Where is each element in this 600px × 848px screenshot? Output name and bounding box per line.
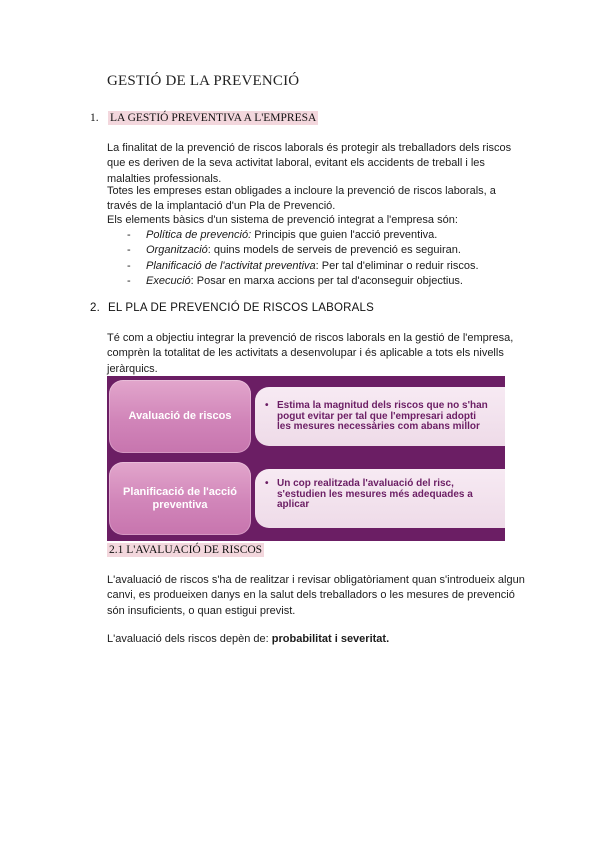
page-title: GESTIÓ DE LA PREVENCIÓ <box>107 73 300 89</box>
diagram-description-box <box>255 387 505 446</box>
list-item-text: Principis que guien l'acció preventiva. <box>251 229 438 241</box>
list-item <box>127 259 479 274</box>
dash-bullet-icon: - <box>127 259 131 272</box>
list-item <box>127 243 479 258</box>
section-2-number: 2. <box>90 302 100 314</box>
section-2-1-heading: 2.1 L'AVALUACIÓ DE RISCOS <box>109 544 263 556</box>
diagram-description <box>265 478 492 511</box>
diagram-row <box>107 462 505 535</box>
list-item-text: : quins models de serveis de prevenció es seguiran. <box>207 244 461 257</box>
list-item-term: Planificació de l'activitat preventiva <box>146 259 316 272</box>
list-item <box>127 274 479 289</box>
list-item-text: : Posar en marxa accions per tal d'aconseguir objectius. <box>190 275 463 288</box>
paragraph-prefix: L'avaluació dels riscos depèn de: <box>107 633 272 645</box>
diagram-bullet-icon: • <box>265 478 269 489</box>
section-2-heading <box>90 302 374 314</box>
diagram-description-text: Estima la magnitud dels riscos que no s'han pogut evitar per tal que l'empresari adopti les mesures necessàries com abans millor <box>277 400 488 432</box>
section-2-1-paragraph-2 <box>107 632 527 647</box>
elements-list <box>127 228 479 290</box>
dash-bullet-icon: - <box>127 275 131 288</box>
prevention-plan-diagram <box>107 376 505 541</box>
section-1-heading <box>90 112 318 124</box>
list-item <box>127 228 479 243</box>
paragraph-bold-text: probabilitat i severitat. <box>271 633 390 645</box>
dash-bullet-icon: - <box>127 244 131 257</box>
dash-bullet-icon: - <box>127 229 131 241</box>
section-2-1-paragraph-1: L'avaluació de riscos s'ha de realitzar i revisar obligatòriament quan s'introdueix algun canvi, es produeixen danys en la salut dels treballadors o les mesures de prevenció són insuficients, o quan estigui previst. <box>107 574 525 617</box>
section-2-title: EL PLA DE PREVENCIÓ DE RISCOS LABORALS <box>108 302 375 314</box>
section-1-paragraph-1: La finalitat de la prevenció de riscos laborals és protegir als treballadors dels riscos que es deriven de la seva activitat laboral, evitant els accidents de treball i les malalties professionals. <box>107 142 512 185</box>
diagram-row <box>107 380 505 453</box>
section-2-paragraph-1: Té com a objectiu integrar la prevenció de riscos laborals en la gestió de l'empresa, comprèn la totalitat de les activitats a desenvolupar i és aplicable a tots els nivells jeràrquics. <box>107 332 514 375</box>
diagram-description-box <box>255 469 505 528</box>
diagram-bullet-icon: • <box>265 400 269 411</box>
diagram-label-box: Planificació de l'acció preventiva <box>109 462 251 535</box>
list-item-term: Organització <box>146 244 208 257</box>
section-1-paragraph-3: Els elements bàsics d'un sistema de prevenció integrat a l'empresa són: <box>107 214 458 226</box>
diagram-description-text: Un cop realitzada l'avaluació del risc, s'estudien les mesures més adequades a aplicar <box>277 478 473 510</box>
section-1-paragraph-2: Totes les empreses estan obligades a incloure la prevenció de riscos laborals, a través de la implantació d'un Pla de Prevenció. <box>107 185 496 213</box>
section-1-title: LA GESTIÓ PREVENTIVA A L'EMPRESA <box>110 112 317 124</box>
list-item-term: Política de prevenció: <box>146 229 252 241</box>
diagram-description <box>265 400 492 433</box>
section-1-number: 1. <box>90 112 99 124</box>
list-item-text: : Per tal d'eliminar o reduir riscos. <box>315 259 479 272</box>
diagram-label-box: Avaluació de riscos <box>109 380 251 453</box>
list-item-term: Execució <box>146 275 191 288</box>
